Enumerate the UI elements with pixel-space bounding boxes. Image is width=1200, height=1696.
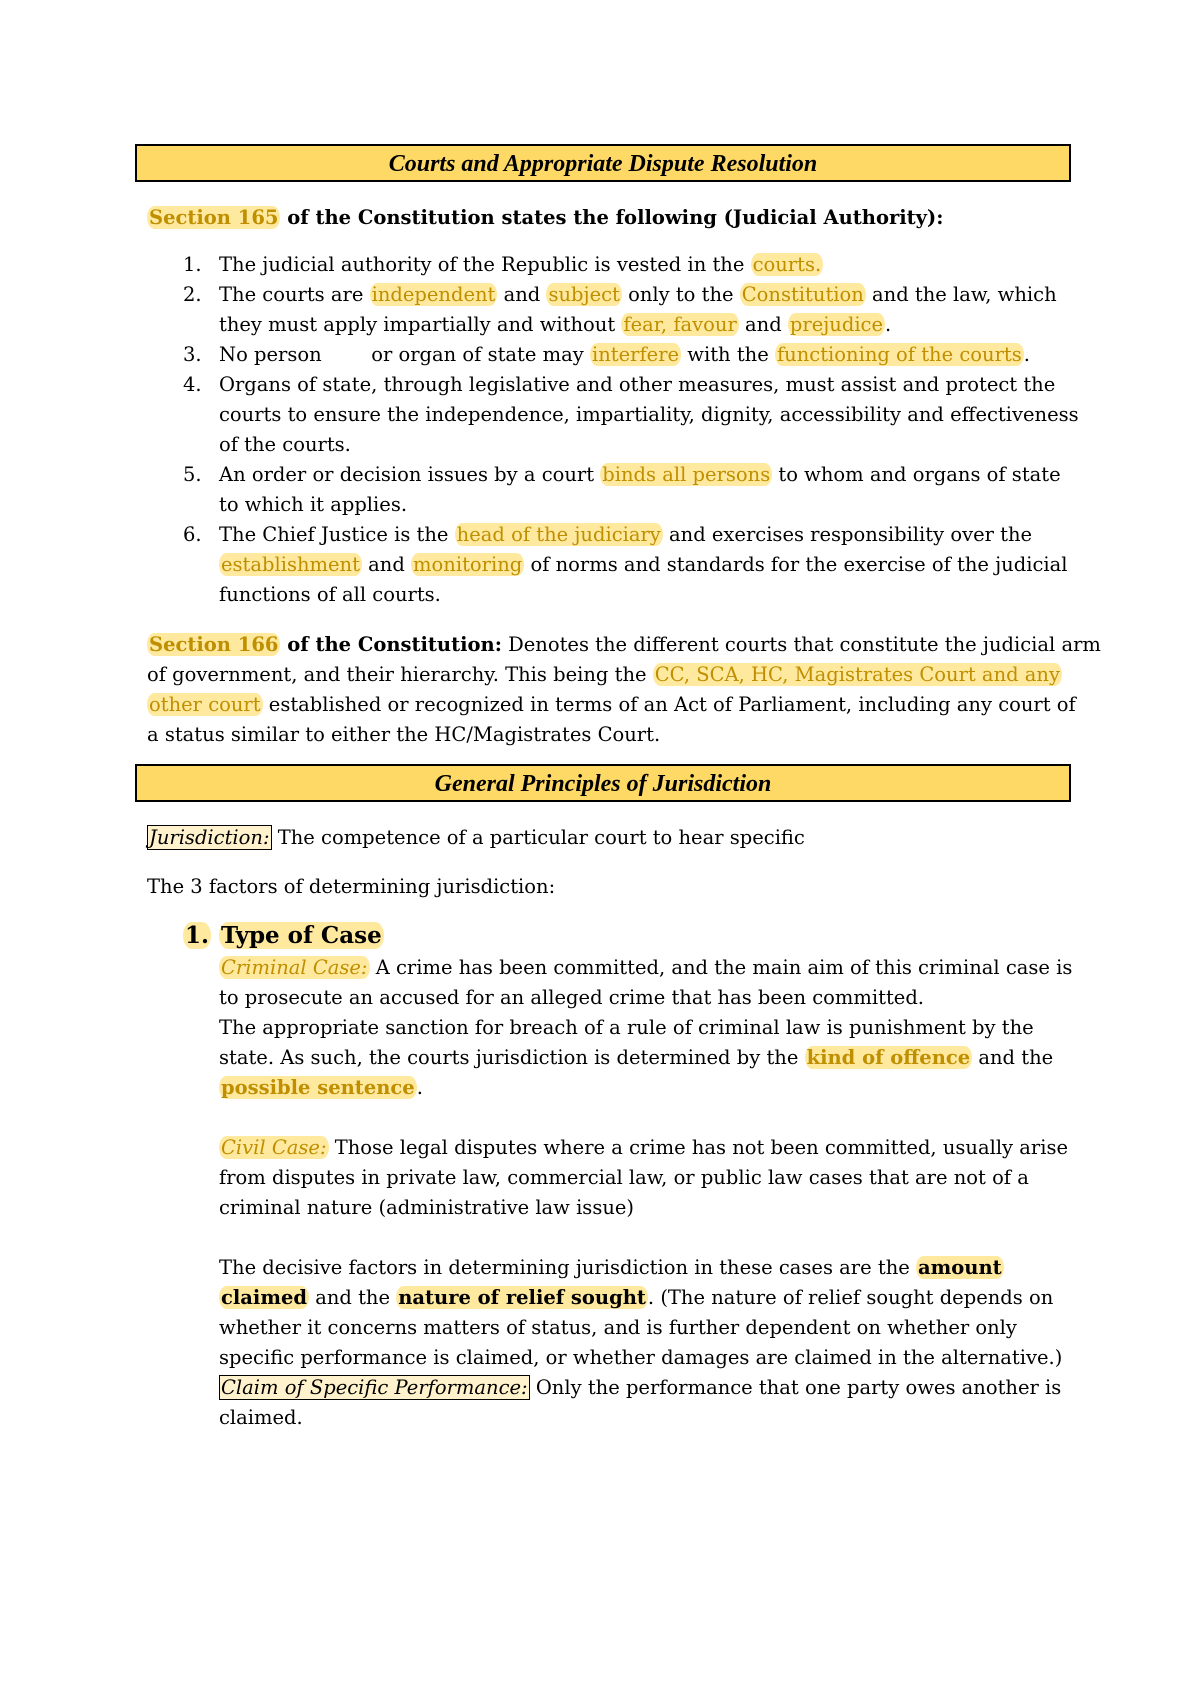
item-text: and exercises responsibility over the (662, 523, 1033, 546)
criminal-line-4 (219, 1043, 1053, 1073)
section-166-line-4: a status similar to either the HC/Magistrates Court. (147, 723, 661, 746)
factors-intro: The 3 factors of determining jurisdiction: (147, 875, 556, 898)
section-banner-courts: Courts and Appropriate Dispute Resolution (135, 144, 1071, 182)
list-number: 5. (183, 463, 202, 486)
highlight: CC, SCA, HC, Magistrates Court and any (654, 663, 1061, 686)
highlight: head of the judiciary (456, 523, 661, 546)
item-text: The Chief Justice is the (219, 523, 455, 546)
item-text: to which it applies. (219, 493, 408, 516)
section-165-rest: of the Constitution states the following (Judicial Authority): (280, 206, 944, 229)
section-166-line-1 (147, 630, 1101, 660)
decisive-line-4: specific performance is claimed, or whether damages are claimed in the alternative.) (219, 1346, 1063, 1369)
paragraph-text: A crime has been committed, and the main aim of this criminal case is (369, 956, 1073, 979)
highlight: subject (548, 283, 620, 306)
item-text: Organs of state, through legislative and other measures, must assist and protect the (219, 373, 1056, 396)
section-166-bold: of the Constitution: (280, 633, 502, 656)
highlight: nature of relief sought (398, 1286, 646, 1309)
highlight: other court (149, 693, 261, 716)
highlight: monitoring (413, 553, 523, 576)
specific-performance-line-1 (219, 1373, 1061, 1403)
heading-type-of-case (219, 921, 384, 951)
paragraph-text: The competence of a particular court to hear specific (271, 826, 805, 849)
section-166-line-3 (147, 690, 1076, 720)
paragraph-text: Only the performance that one party owes another is (529, 1376, 1062, 1399)
criminal-line-1 (219, 953, 1072, 983)
paragraph-text: and the (972, 1046, 1054, 1069)
highlight: claimed (221, 1286, 307, 1309)
section-166-ref: Section 166 (149, 633, 279, 656)
judicial-authority-list (183, 250, 1079, 610)
highlight: establishment (221, 553, 360, 576)
civil-line-3: criminal nature (administrative law issue) (219, 1196, 635, 1219)
item-text: and (738, 313, 788, 336)
highlight: functioning of the courts (776, 343, 1022, 366)
item-text: . (885, 313, 892, 336)
decisive-line-2 (219, 1283, 1053, 1313)
highlight: prejudice (789, 313, 884, 336)
heading-number (183, 922, 211, 949)
item-text: with the (681, 343, 775, 366)
specific-performance-term: Claim of Specific Performance: (221, 1376, 528, 1399)
list-item (183, 460, 1079, 520)
list-item (183, 280, 1079, 340)
item-text: of the courts. (219, 433, 351, 456)
item-text: to whom and organs of state (772, 463, 1061, 486)
civil-line-1 (219, 1133, 1068, 1163)
item-text: and (361, 553, 412, 576)
criminal-line-3: The appropriate sanction for breach of a rule of criminal law is punishment by the (219, 1016, 1034, 1039)
paragraph-text: . (416, 1076, 423, 1099)
jurisdiction-definition (147, 823, 805, 853)
section-banner-jurisdiction: General Principles of Jurisdiction (135, 764, 1071, 802)
civil-case-term: Civil Case: (221, 1136, 327, 1159)
paragraph-text: and the (309, 1286, 397, 1309)
highlight: kind of offence (806, 1046, 971, 1069)
highlight: interfere (591, 343, 680, 366)
paragraph-text: of government, and their hierarchy. This being the (147, 663, 653, 686)
item-text: only to the (621, 283, 740, 306)
paragraph-text: state. As such, the courts jurisdiction is determined by the (219, 1046, 805, 1069)
list-number: 6. (183, 523, 202, 546)
paragraph-text: . (The nature of relief sought depends on (647, 1286, 1054, 1309)
item-text: of norms and standards for the exercise of the judicial (524, 553, 1068, 576)
criminal-line-2: to prosecute an accused for an alleged crime that has been committed. (219, 986, 925, 1009)
jurisdiction-term: Jurisdiction: (149, 826, 270, 849)
criminal-case-term: Criminal Case: (221, 956, 368, 979)
highlight: courts. (752, 253, 822, 276)
item-text: and the law, which (865, 283, 1057, 306)
list-number: 4. (183, 373, 202, 396)
item-text: functions of all courts. (219, 583, 441, 606)
item-text: No person or organ of state may (219, 343, 590, 366)
paragraph-text: Those legal disputes where a crime has not been committed, usually arise (328, 1136, 1069, 1159)
highlight: Constitution (741, 283, 864, 306)
paragraph-text: The decisive factors in determining jurisdiction in these cases are the (219, 1256, 917, 1279)
heading-number-text: 1. (185, 922, 210, 949)
list-number: 3. (183, 343, 202, 366)
section-166-line-2 (147, 660, 1062, 690)
decisive-line-3: whether it concerns matters of status, and is further dependent on whether only (219, 1316, 1017, 1339)
list-item (183, 250, 1079, 280)
list-number: 2. (183, 283, 202, 306)
highlight: binds all persons (602, 463, 771, 486)
highlight: possible sentence (221, 1076, 415, 1099)
criminal-line-5 (219, 1073, 423, 1103)
section-165-intro (147, 203, 943, 233)
item-text: courts to ensure the independence, impartiality, dignity, accessibility and effectiveness (219, 403, 1079, 426)
item-text: . (1023, 343, 1030, 366)
item-text: The judicial authority of the Republic is vested in the (219, 253, 751, 276)
highlight: independent (371, 283, 496, 306)
section-165-ref: Section 165 (149, 206, 279, 229)
highlight: amount (918, 1256, 1002, 1279)
list-number: 1. (183, 253, 202, 276)
list-item (183, 340, 1079, 370)
paragraph-text: Denotes the different courts that constitute the judicial arm (501, 633, 1101, 656)
decisive-line-1 (219, 1253, 1004, 1283)
specific-performance-line-2: claimed. (219, 1406, 303, 1429)
item-text: and (497, 283, 547, 306)
item-text: they must apply impartially and without (219, 313, 622, 336)
highlight: fear, favour (623, 313, 737, 336)
heading-title: Type of Case (221, 922, 382, 949)
item-text: An order or decision issues by a court (219, 463, 601, 486)
paragraph-text: established or recognized in terms of an Act of Parliament, including any court of (262, 693, 1076, 716)
item-text: The courts are (219, 283, 370, 306)
civil-line-2: from disputes in private law, commercial law, or public law cases that are not of a (219, 1166, 1029, 1189)
list-item (183, 520, 1079, 610)
list-item (183, 370, 1079, 460)
